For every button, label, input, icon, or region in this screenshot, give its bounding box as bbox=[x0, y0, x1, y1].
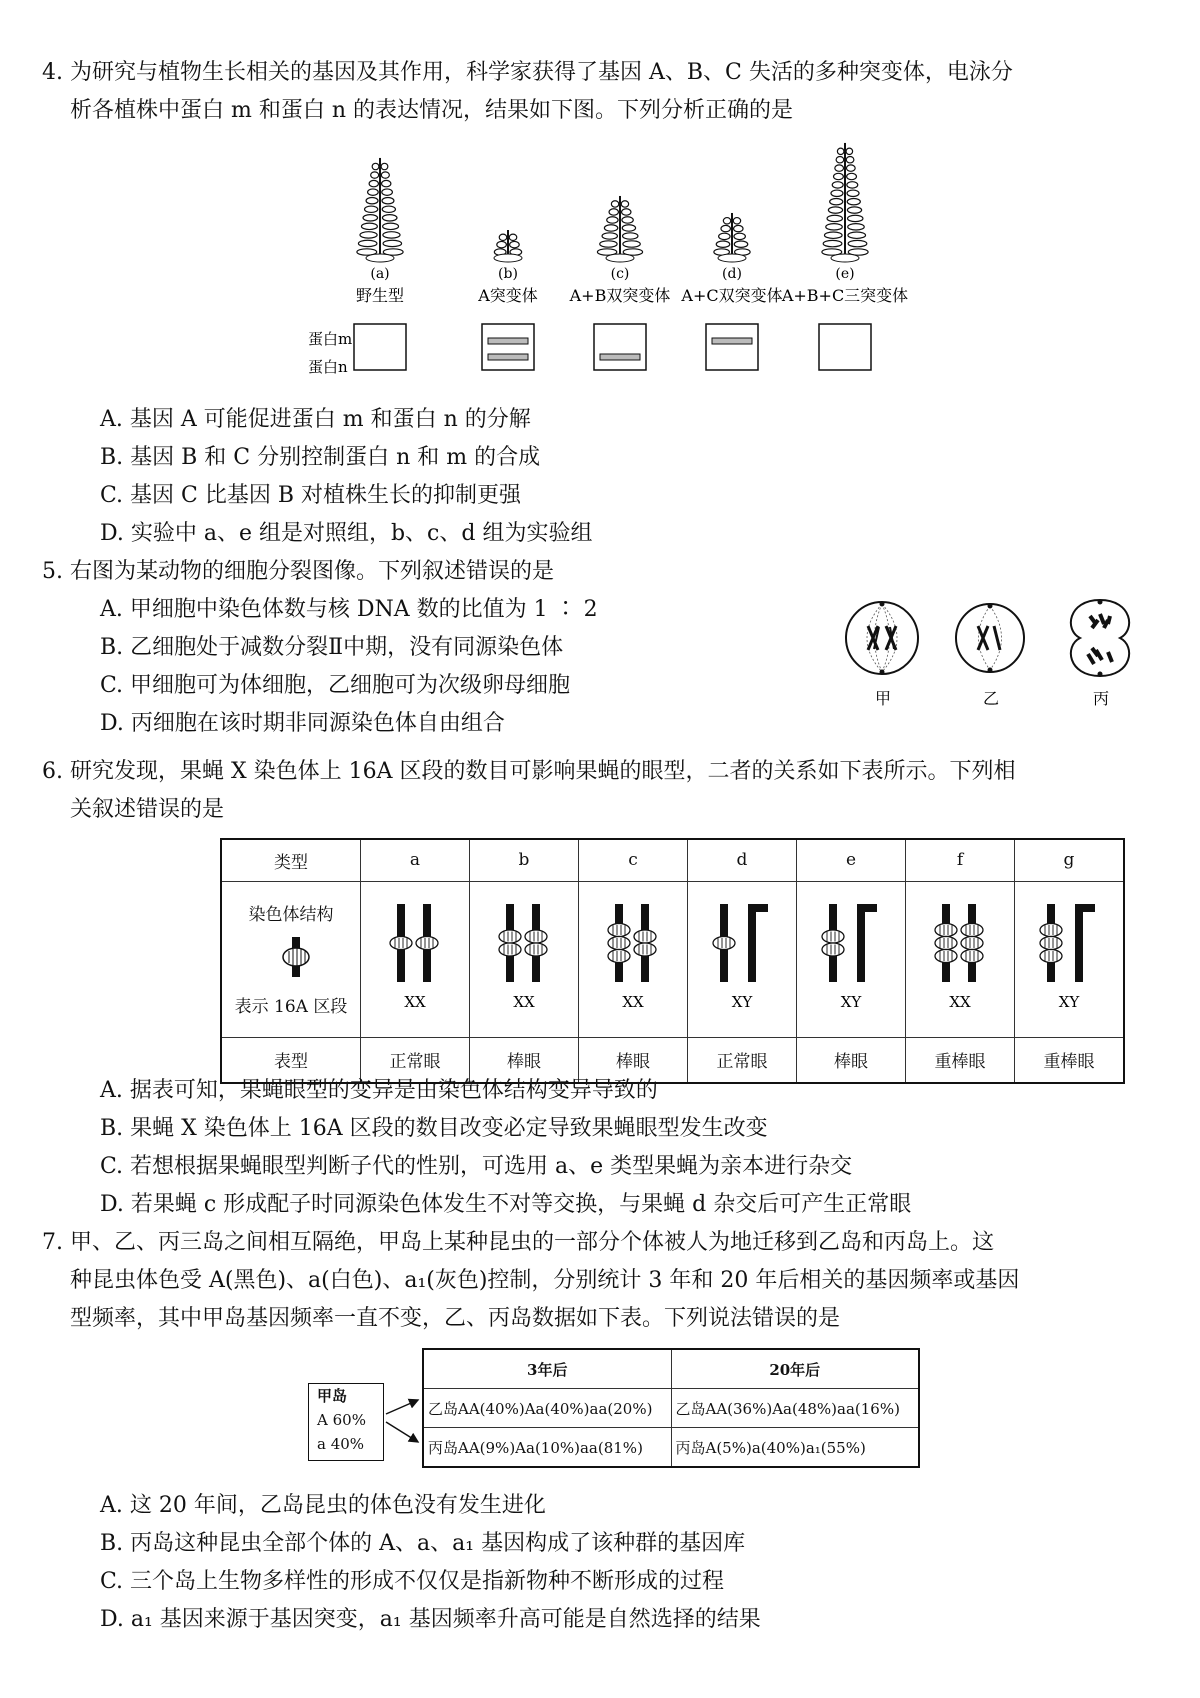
plant-e bbox=[822, 143, 868, 262]
type-c: c bbox=[579, 839, 688, 881]
gel-box-c bbox=[594, 324, 646, 370]
header-chromosome-bottom: 表示 16A 区段 bbox=[234, 996, 348, 1017]
jia-island-title: 甲岛 bbox=[317, 1387, 348, 1405]
type-f: f bbox=[906, 839, 1015, 881]
header-3-years: 3年后 bbox=[423, 1349, 671, 1389]
segment-16a bbox=[713, 936, 735, 949]
gel-box-a bbox=[354, 324, 406, 370]
segment-16a bbox=[822, 943, 844, 956]
gel-box-b bbox=[482, 324, 534, 370]
sex-chromosome-label: XX bbox=[949, 992, 971, 1011]
segment-16a bbox=[390, 936, 412, 949]
segment-16a bbox=[634, 943, 656, 956]
segment-16a bbox=[608, 923, 630, 936]
segment-16a bbox=[935, 936, 957, 949]
segment-16a bbox=[1040, 936, 1062, 949]
segment-16a bbox=[1040, 949, 1062, 962]
phenotype-f: 重棒眼 bbox=[906, 1037, 1015, 1083]
plant-name-c: A+B双突变体 bbox=[569, 286, 671, 305]
segment-16a bbox=[822, 930, 844, 943]
q6-option-c: C. 若想根据果蝇眼型判断子代的性别，可选用 a、e 类型果蝇为亲本进行杂交 bbox=[100, 1154, 853, 1179]
segment-16a bbox=[499, 943, 521, 956]
phenotype-g: 重棒眼 bbox=[1015, 1037, 1125, 1083]
gel-box-d bbox=[706, 324, 758, 370]
q4-plant-figure bbox=[300, 128, 960, 388]
q7-stem-line2: 种昆虫体色受 A(黑色)、a(白色)、a₁(灰色)控制，分别统计 3 年和 20 年后相关的基因频率或基因 bbox=[70, 1268, 1020, 1293]
plant-letter-d: (d) bbox=[722, 266, 742, 282]
segment-16a bbox=[634, 930, 656, 943]
q5-cell-figure bbox=[842, 596, 1142, 716]
q7-option-c: C. 三个岛上生物多样性的形成不仅仅是指新物种不断形成的过程 bbox=[100, 1569, 725, 1594]
sex-chromosome-label: XY bbox=[840, 992, 862, 1011]
type-e: e bbox=[797, 839, 906, 881]
q7-stem-line1: 7. 甲、乙、丙三岛之间相互隔绝，甲岛上某种昆虫的一部分个体被人为地迁移到乙岛和丙岛上。这 bbox=[42, 1230, 994, 1255]
plant-name-b: A突变体 bbox=[478, 286, 538, 305]
type-g: g bbox=[1015, 839, 1125, 881]
q5-option-c: C. 甲细胞可为体细胞，乙细胞可为次级卵母细胞 bbox=[100, 673, 571, 698]
band-m-d bbox=[712, 338, 752, 344]
segment-16a bbox=[608, 936, 630, 949]
segment-16a bbox=[935, 923, 957, 936]
plant-letter-c: (c) bbox=[610, 266, 630, 282]
plant-b bbox=[494, 230, 522, 262]
y-chromosome bbox=[748, 904, 768, 982]
q7-stem-line3: 型频率，其中甲岛基因频率一直不变，乙、丙岛数据如下表。下列说法错误的是 bbox=[70, 1306, 841, 1331]
phenotype-b: 棒眼 bbox=[470, 1037, 579, 1083]
q6-option-d: D. 若果蝇 c 形成配子时同源染色体发生不对等交换，与果蝇 d 杂交后可产生正常眼 bbox=[100, 1192, 912, 1217]
jia-island-box bbox=[308, 1383, 384, 1461]
chrom-cell-g bbox=[1015, 881, 1125, 1037]
band-m-b bbox=[488, 338, 528, 344]
jia-freq-a-upper: A 60% bbox=[317, 1411, 366, 1429]
plant-name-e: A+B+C三突变体 bbox=[781, 286, 909, 305]
segment-16a bbox=[961, 923, 983, 936]
type-b: b bbox=[470, 839, 579, 881]
phenotype-e: 棒眼 bbox=[797, 1037, 906, 1083]
q6-option-a: A. 据表可知，果蝇眼型的变异是由染色体结构变异导致的 bbox=[100, 1078, 658, 1103]
q6-table bbox=[220, 838, 1125, 1084]
segment-16a bbox=[961, 949, 983, 962]
yi-20-years: 乙岛AA(36%)Aa(48%)aa(16%) bbox=[671, 1389, 919, 1428]
q4-stem-line2: 析各植株中蛋白 m 和蛋白 n 的表达情况，结果如下图。下列分析正确的是 bbox=[70, 98, 794, 123]
q4-option-c: C. 基因 C 比基因 B 对植株生长的抑制更强 bbox=[100, 483, 522, 508]
plant-name-a: 野生型 bbox=[355, 286, 405, 305]
segment-16a bbox=[1040, 923, 1062, 936]
q6-stem-line2: 关叙述错误的是 bbox=[70, 797, 225, 822]
yi-3-years: 乙岛AA(40%)Aa(40%)aa(20%) bbox=[423, 1389, 671, 1428]
phenotype-d: 正常眼 bbox=[688, 1037, 797, 1083]
jia-freq-a-lower: a 40% bbox=[317, 1435, 365, 1453]
segment-16a bbox=[525, 943, 547, 956]
q7-option-b: B. 丙岛这种昆虫全部个体的 A、a、a₁ 基因构成了该种群的基因库 bbox=[100, 1531, 746, 1556]
segment-16a bbox=[499, 930, 521, 943]
q4-stem-line1: 4. 为研究与植物生长相关的基因及其作用，科学家获得了基因 A、B、C 失活的多种突变体，电泳分 bbox=[42, 60, 1013, 85]
q5-option-a: A. 甲细胞中染色体数与核 DNA 数的比值为 1 ∶ 2 bbox=[100, 597, 598, 622]
phenotype-a: 正常眼 bbox=[361, 1037, 470, 1083]
q7-option-a: A. 这 20 年间，乙岛昆虫的体色没有发生进化 bbox=[100, 1493, 546, 1518]
sex-chromosome-label: XX bbox=[513, 992, 535, 1011]
cell-bing bbox=[1071, 600, 1129, 677]
q4-option-a: A. 基因 A 可能促进蛋白 m 和蛋白 n 的分解 bbox=[100, 407, 531, 432]
cell-yi bbox=[956, 604, 1024, 673]
q4-option-d: D. 实验中 a、e 组是对照组，b、c、d 组为实验组 bbox=[100, 521, 593, 546]
header-type: 类型 bbox=[221, 839, 361, 881]
header-phenotype: 表型 bbox=[221, 1037, 361, 1083]
gel-box-e bbox=[819, 324, 871, 370]
segment-16a bbox=[961, 936, 983, 949]
q4-option-b: B. 基因 B 和 C 分别控制蛋白 n 和 m 的合成 bbox=[100, 445, 541, 470]
cell-jia bbox=[846, 602, 918, 675]
band-n-b bbox=[488, 354, 528, 360]
chrom-cell-e bbox=[797, 881, 906, 1037]
segment-16a bbox=[416, 936, 438, 949]
chrom-cell-f bbox=[906, 881, 1015, 1037]
header-20-years: 20年后 bbox=[671, 1349, 919, 1389]
plant-letter-a: (a) bbox=[370, 266, 390, 282]
q6-option-b: B. 果蝇 X 染色体上 16A 区段的数目改变必定导致果蝇眼型发生改变 bbox=[100, 1116, 768, 1141]
q5-option-b: B. 乙细胞处于减数分裂Ⅱ中期，没有同源染色体 bbox=[100, 635, 564, 660]
chrom-cell-d bbox=[688, 881, 797, 1037]
cell-label-yi: 乙 bbox=[983, 689, 1000, 708]
sex-chromosome-label: XY bbox=[1058, 992, 1080, 1011]
q7-table bbox=[422, 1348, 920, 1468]
bing-20-years: 丙岛A(5%)a(40%)a₁(55%) bbox=[671, 1428, 919, 1468]
type-a: a bbox=[361, 839, 470, 881]
plant-c bbox=[597, 196, 642, 262]
plant-d bbox=[714, 213, 750, 262]
plant-letter-e: (e) bbox=[835, 266, 855, 282]
sex-chromosome-label: XX bbox=[622, 992, 644, 1011]
header-chromosome-top: 染色体结构 bbox=[248, 904, 334, 925]
row-label-protein-n: 蛋白n bbox=[308, 358, 348, 376]
q7-option-d: D. a₁ 基因来源于基因突变，a₁ 基因频率升高可能是自然选择的结果 bbox=[100, 1607, 761, 1632]
segment-16a bbox=[608, 949, 630, 962]
migration-arrows bbox=[384, 1392, 424, 1452]
plant-a bbox=[357, 158, 403, 262]
chrom-cell-b bbox=[470, 881, 579, 1037]
sex-chromosome-label: XX bbox=[404, 992, 426, 1011]
plant-name-d: A+C双突变体 bbox=[681, 286, 783, 305]
type-d: d bbox=[688, 839, 797, 881]
row-label-protein-m: 蛋白m bbox=[308, 330, 353, 348]
sex-chromosome-label: XY bbox=[731, 992, 753, 1011]
bing-3-years: 丙岛AA(9%)Aa(10%)aa(81%) bbox=[423, 1428, 671, 1468]
phenotype-c: 棒眼 bbox=[579, 1037, 688, 1083]
plant-letter-b: (b) bbox=[498, 266, 518, 282]
chrom-cell-a bbox=[361, 881, 470, 1037]
chrom-cell-c bbox=[579, 881, 688, 1037]
q5-option-d: D. 丙细胞在该时期非同源染色体自由组合 bbox=[100, 711, 505, 736]
cell-label-jia: 甲 bbox=[875, 689, 892, 708]
y-chromosome bbox=[1075, 904, 1095, 982]
y-chromosome bbox=[857, 904, 877, 982]
segment-16a-icon bbox=[281, 937, 311, 977]
band-n-c bbox=[600, 354, 640, 360]
segment-16a bbox=[525, 930, 547, 943]
q6-stem-line1: 6. 研究发现，果蝇 X 染色体上 16A 区段的数目可影响果蝇的眼型，二者的关系如下表所示。下列相 bbox=[42, 759, 1016, 784]
cell-label-bing: 丙 bbox=[1093, 689, 1110, 708]
q5-stem: 5. 右图为某动物的细胞分裂图像。下列叙述错误的是 bbox=[42, 559, 554, 584]
header-chromosome-structure bbox=[221, 881, 361, 1037]
segment-16a bbox=[935, 949, 957, 962]
